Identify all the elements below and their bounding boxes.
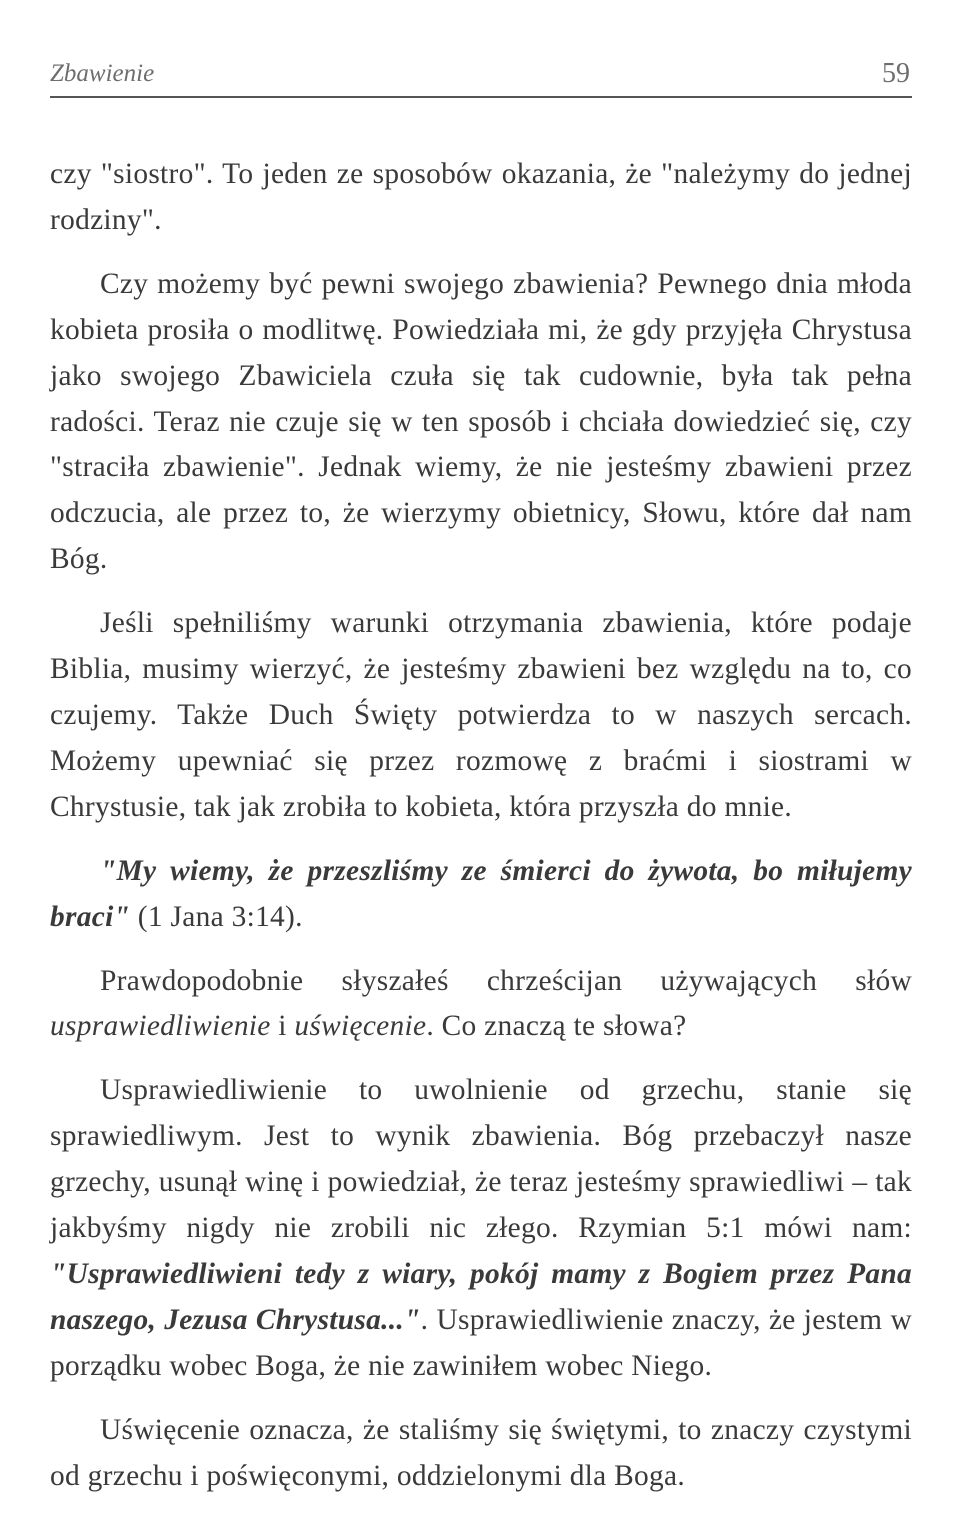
text-span: i <box>270 1010 295 1043</box>
running-header <box>50 52 912 98</box>
text-span: . Co znaczą te słowa? <box>426 1010 687 1043</box>
paragraph: Jeśli spełniliśmy warunki otrzymania zbawienia, które podaje Biblia, musimy wierzyć, że jesteśmy zbawieni bez względu na to, co czujemy. Także Duch Święty potwierdza to w naszych sercach. Możemy upewniać się przez rozmowę z braćmi i siostrami w Chrystusie, tak jak zrobiła to kobieta, która przyszła do mnie. <box>50 607 912 823</box>
text-span: Usprawiedliwienie to uwolnienie od grzechu, stanie się sprawiedliwym. Jest to wynik zbawienia. Bóg przebaczył nasze grzechy, usunął winę i powiedział, że teraz jesteśmy sprawiedliwi – tak jakbyśmy nigdy nie zrobili nic złego. Rzymian 5:1 mówi nam: <box>50 1074 912 1245</box>
bible-quote-paragraph <box>50 849 912 941</box>
running-title: Zbawienie <box>50 60 155 87</box>
paragraph: Czy możemy być pewni swojego zbawienia? Pewnego dnia młoda kobieta prosiła o modlitwę. Powiedziała mi, że gdy przyjęła Chrystusa jako swojego Zbawiciela czuła się tak cudownie, była tak pełna radości. Teraz nie czuje się w ten sposób i chciała dowiedzieć się, czy "straciła zbawienie". Jednak wiemy, że nie jesteśmy zbawieni przez odczucia, ale przez to, że wierzymy obietnicy, Słowu, które dał nam Bóg. <box>50 267 912 576</box>
bible-reference: (1 Jana 3:14). <box>130 900 303 933</box>
text-span: . Usprawiedliwienie znaczy, że jestem w porządku wobec Boga, że nie zawiniłem wobec Niego. <box>50 1303 912 1382</box>
text-span: Prawdopodobnie słyszałeś chrześcijan używających słów <box>100 964 912 997</box>
bible-quote: "My wiemy, że przeszliśmy ze śmierci do żywota, bo miłujemy braci" <box>50 854 912 933</box>
bible-quote: "Usprawiedliwieni tedy z wiary, pokój mamy z Bogiem przez Pana naszego, Jezusa Chrystusa..." <box>50 1257 912 1336</box>
paragraph: czy "siostro". To jeden ze sposobów okazania, że "należymy do jednej rodziny". <box>50 158 912 236</box>
paragraph <box>50 959 912 1051</box>
term-uswiecenie: uświęcenie <box>294 1010 427 1043</box>
paragraph: Uświęcenie oznacza, że staliśmy się świętymi, to znaczy czystymi od grzechu i poświęconymi, oddzielonymi dla Boga. <box>50 1413 912 1492</box>
body-text <box>50 152 912 1517</box>
paragraph <box>50 1068 912 1389</box>
page-number: 59 <box>882 58 910 89</box>
book-page <box>50 0 912 1508</box>
term-usprawiedliwienie: usprawiedliwienie <box>50 1010 271 1043</box>
